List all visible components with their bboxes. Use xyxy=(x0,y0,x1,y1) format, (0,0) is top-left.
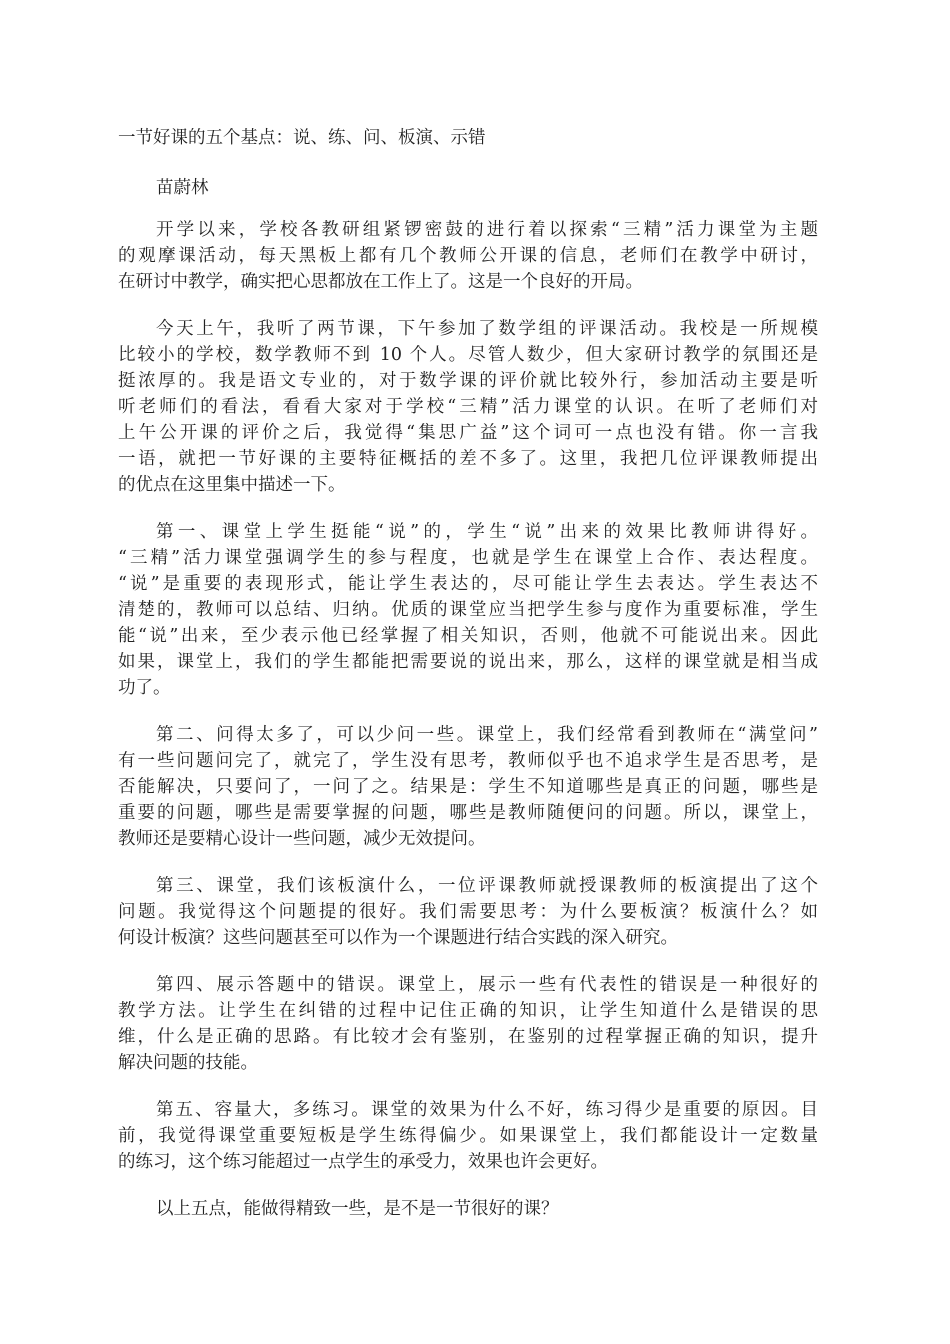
paragraph-8-line-1: 以上五点，能做得精致一些，是不是一节很好的课？ xyxy=(156,1199,559,1219)
paragraph-2-line-2: 比较小的学校，数学教师不到 10 个人。尽管人数少，但大家研讨教学的氛围还是 xyxy=(118,345,818,365)
paragraph-2-line-3: 挺浓厚的。我是语文专业的，对于数学课的评价就比较外行，参加活动主要是听 xyxy=(118,371,818,391)
paragraph-3-line-1: 第一、课堂上学生挺能“说”的，学生“说”出来的效果比教师讲得好。 xyxy=(156,522,818,542)
paragraph-3-line-4: 清楚的，教师可以总结、归纳。优质的课堂应当把学生参与度作为重要标准，学生 xyxy=(118,600,818,620)
paragraph-4-line-2: 有一些问题问完了，就完了，学生没有思考，教师似乎也不追求学生是否思考，是 xyxy=(118,751,818,771)
paragraph-1-line-1: 开学以来，学校各教研组紧锣密鼓的进行着以探索“三精”活力课堂为主题 xyxy=(156,220,818,240)
paragraph-3-line-3: “说”是重要的表现形式，能让学生表达的，尽可能让学生去表达。学生表达不 xyxy=(118,574,818,594)
paragraph-7-line-3: 的练习，这个练习能超过一点学生的承受力，效果也许会更好。 xyxy=(118,1152,608,1172)
paragraph-7-line-2: 前，我觉得课堂重要短板是学生练得偏少。如果课堂上，我们都能设计一定数量 xyxy=(118,1126,818,1146)
paragraph-6-line-4: 解决问题的技能。 xyxy=(118,1053,258,1073)
paragraph-7-line-1: 第五、容量大，多练习。课堂的效果为什么不好，练习得少是重要的原因。目 xyxy=(156,1100,818,1120)
paragraph-5-line-1: 第三、课堂，我们该板演什么，一位评课教师就授课教师的板演提出了这个 xyxy=(156,876,818,896)
paragraph-2-line-4: 听老师们的看法，看看大家对于学校“三精”活力课堂的认识。在听了老师们对 xyxy=(118,397,818,417)
paragraph-4-line-3: 否能解决，只要问了，一问了之。结果是：学生不知道哪些是真正的问题，哪些是 xyxy=(118,777,818,797)
paragraph-1-line-3: 在研讨中教学，确实把心思都放在工作上了。这是一个良好的开局。 xyxy=(118,272,643,292)
paragraph-2-line-1: 今天上午，我听了两节课，下午参加了数学组的评课活动。我校是一所规模 xyxy=(156,319,818,339)
author-name: 苗蔚林 xyxy=(156,178,209,198)
paragraph-3-line-2: “三精”活力课堂强调学生的参与程度，也就是学生在课堂上合作、表达程度。 xyxy=(118,548,818,568)
paragraph-5-line-3: 何设计板演？这些问题甚至可以作为一个课题进行结合实践的深入研究。 xyxy=(118,928,678,948)
paragraph-1-line-2: 的观摩课活动，每天黑板上都有几个教师公开课的信息，老师们在教学中研讨， xyxy=(118,246,818,266)
paragraph-2-line-7: 的优点在这里集中描述一下。 xyxy=(118,475,346,495)
paragraph-3-line-7: 功了。 xyxy=(118,678,171,698)
paragraph-4-line-5: 教师还是要精心设计一些问题，减少无效提问。 xyxy=(118,829,486,849)
paragraph-4-line-1: 第二、问得太多了，可以少问一些。课堂上，我们经常看到教师在“满堂问” xyxy=(156,725,818,745)
paragraph-6-line-3: 维，什么是正确的思路。有比较才会有鉴别，在鉴别的过程掌握正确的知识，提升 xyxy=(118,1027,818,1047)
document-title: 一节好课的五个基点：说、练、问、板演、示错 xyxy=(118,128,486,148)
paragraph-5-line-2: 问题。我觉得这个问题提的很好。我们需要思考：为什么要板演？板演什么？如 xyxy=(118,902,818,922)
paragraph-4-line-4: 重要的问题，哪些是需要掌握的问题，哪些是教师随便问的问题。所以，课堂上， xyxy=(118,803,818,823)
paragraph-3-line-6: 如果，课堂上，我们的学生都能把需要说的说出来，那么，这样的课堂就是相当成 xyxy=(118,652,818,672)
paragraph-6-line-1: 第四、展示答题中的错误。课堂上，展示一些有代表性的错误是一种很好的 xyxy=(156,975,818,995)
paragraph-3-line-5: 能“说”出来，至少表示他已经掌握了相关知识，否则，他就不可能说出来。因此 xyxy=(118,626,818,646)
paragraph-2-line-5: 上午公开课的评价之后，我觉得“集思广益”这个词可一点也没有错。你一言我 xyxy=(118,423,818,443)
paragraph-2-line-6: 一语，就把一节好课的主要特征概括的差不多了。这里，我把几位评课教师提出 xyxy=(118,449,818,469)
paragraph-6-line-2: 教学方法。让学生在纠错的过程中记住正确的知识，让学生知道什么是错误的思 xyxy=(118,1001,818,1021)
